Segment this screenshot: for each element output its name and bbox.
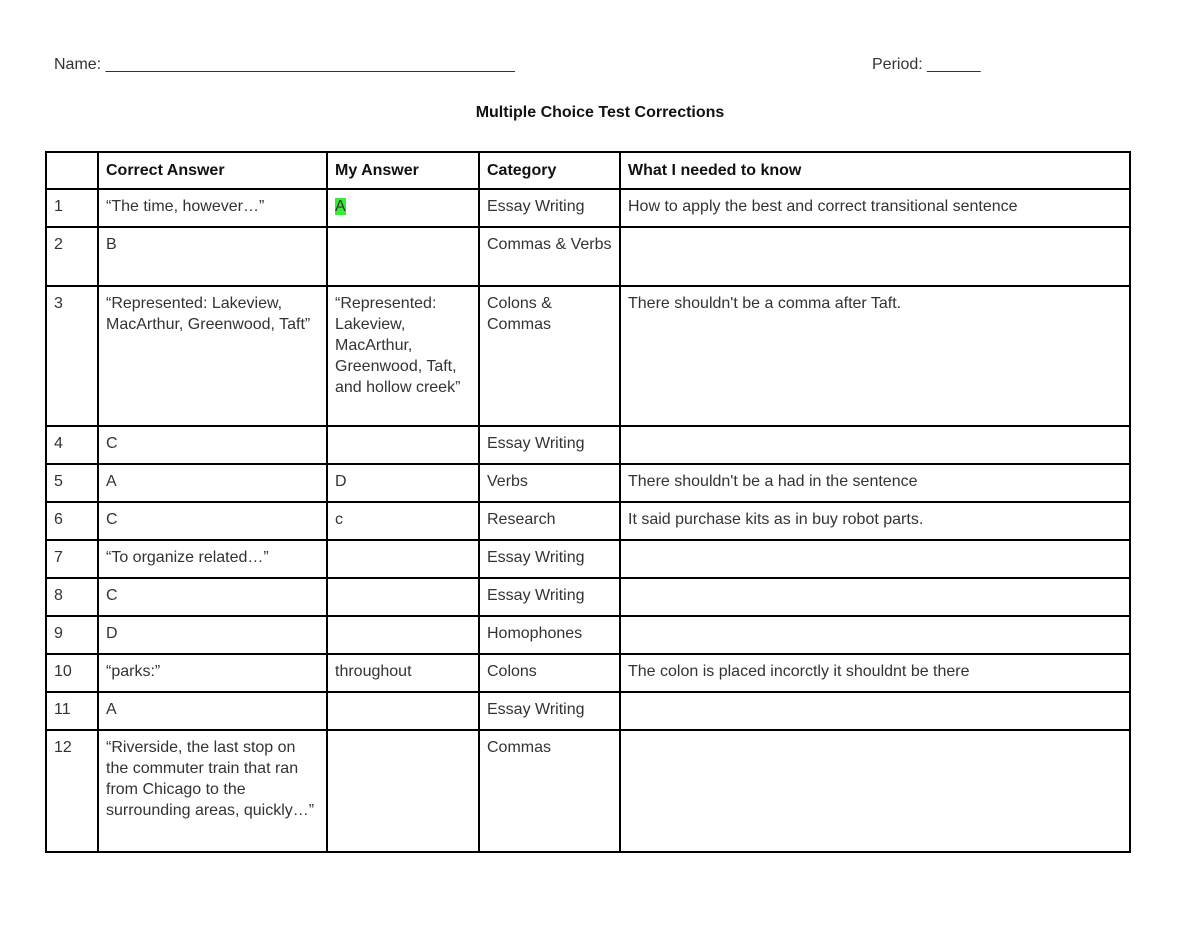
my-answer-cell <box>327 540 479 578</box>
correct-answer-cell: “Represented: Lakeview, MacArthur, Greenwood, Taft” <box>98 286 327 426</box>
table-row <box>46 540 1130 578</box>
question-number: 5 <box>46 464 98 502</box>
table-row <box>46 464 1130 502</box>
question-number: 10 <box>46 654 98 692</box>
my-answer-cell: D <box>327 464 479 502</box>
needed-to-know-cell <box>620 730 1130 852</box>
header-category: Category <box>479 152 620 189</box>
period-field-line: Period: ______ <box>872 56 981 73</box>
category-cell: Essay Writing <box>479 540 620 578</box>
header-my-answer: My Answer <box>327 152 479 189</box>
highlighted-answer: A <box>335 198 346 215</box>
my-answer-cell <box>327 578 479 616</box>
question-number: 11 <box>46 692 98 730</box>
my-answer-cell <box>327 189 479 227</box>
needed-to-know-cell: It said purchase kits as in buy robot parts. <box>620 502 1130 540</box>
category-cell: Colons <box>479 654 620 692</box>
question-number: 6 <box>46 502 98 540</box>
needed-to-know-cell: There shouldn't be a had in the sentence <box>620 464 1130 502</box>
correct-answer-cell: B <box>98 227 327 286</box>
needed-to-know-cell <box>620 616 1130 654</box>
needed-to-know-cell: How to apply the best and correct transitional sentence <box>620 189 1130 227</box>
needed-to-know-cell <box>620 227 1130 286</box>
correct-answer-cell: “Riverside, the last stop on the commuter train that ran from Chicago to the surrounding areas, quickly…” <box>98 730 327 852</box>
question-number: 12 <box>46 730 98 852</box>
question-number: 1 <box>46 189 98 227</box>
table-row <box>46 189 1130 227</box>
table-row <box>46 692 1130 730</box>
correct-answer-cell: A <box>98 692 327 730</box>
question-number: 9 <box>46 616 98 654</box>
table-row <box>46 227 1130 286</box>
correct-answer-cell: “The time, however…” <box>98 189 327 227</box>
table-row <box>46 286 1130 426</box>
header-number <box>46 152 98 189</box>
my-answer-cell: “Represented: Lakeview, MacArthur, Greenwood, Taft, and hollow creek” <box>327 286 479 426</box>
my-answer-cell: c <box>327 502 479 540</box>
category-cell: Essay Writing <box>479 426 620 464</box>
page-title: Multiple Choice Test Corrections <box>475 104 725 121</box>
question-number: 4 <box>46 426 98 464</box>
category-cell: Commas & Verbs <box>479 227 620 286</box>
table-header-row <box>46 152 1130 189</box>
table-row <box>46 730 1130 852</box>
needed-to-know-cell: The colon is placed incorctly it shouldnt be there <box>620 654 1130 692</box>
correct-answer-cell: A <box>98 464 327 502</box>
name-field-line: Name: ______________________________________________ <box>54 56 515 73</box>
table-row <box>46 578 1130 616</box>
category-cell: Colons & Commas <box>479 286 620 426</box>
my-answer-cell <box>327 616 479 654</box>
table-row <box>46 502 1130 540</box>
needed-to-know-cell <box>620 540 1130 578</box>
correct-answer-cell: C <box>98 426 327 464</box>
header-what-i-needed-to-know: What I needed to know <box>620 152 1130 189</box>
correct-answer-cell: D <box>98 616 327 654</box>
my-answer-cell: throughout <box>327 654 479 692</box>
table-row <box>46 426 1130 464</box>
needed-to-know-cell <box>620 692 1130 730</box>
category-cell: Verbs <box>479 464 620 502</box>
needed-to-know-cell <box>620 426 1130 464</box>
category-cell: Essay Writing <box>479 692 620 730</box>
question-number: 2 <box>46 227 98 286</box>
correct-answer-cell: C <box>98 578 327 616</box>
correct-answer-cell: “To organize related…” <box>98 540 327 578</box>
corrections-table <box>45 151 1131 853</box>
correct-answer-cell: “parks:” <box>98 654 327 692</box>
category-cell: Essay Writing <box>479 189 620 227</box>
my-answer-cell <box>327 426 479 464</box>
table-row <box>46 616 1130 654</box>
my-answer-cell <box>327 227 479 286</box>
my-answer-cell <box>327 730 479 852</box>
category-cell: Homophones <box>479 616 620 654</box>
table-row <box>46 654 1130 692</box>
needed-to-know-cell: There shouldn't be a comma after Taft. <box>620 286 1130 426</box>
needed-to-know-cell <box>620 578 1130 616</box>
correct-answer-cell: C <box>98 502 327 540</box>
header-correct-answer: Correct Answer <box>98 152 327 189</box>
my-answer-cell <box>327 692 479 730</box>
question-number: 3 <box>46 286 98 426</box>
category-cell: Essay Writing <box>479 578 620 616</box>
category-cell: Research <box>479 502 620 540</box>
question-number: 8 <box>46 578 98 616</box>
category-cell: Commas <box>479 730 620 852</box>
question-number: 7 <box>46 540 98 578</box>
